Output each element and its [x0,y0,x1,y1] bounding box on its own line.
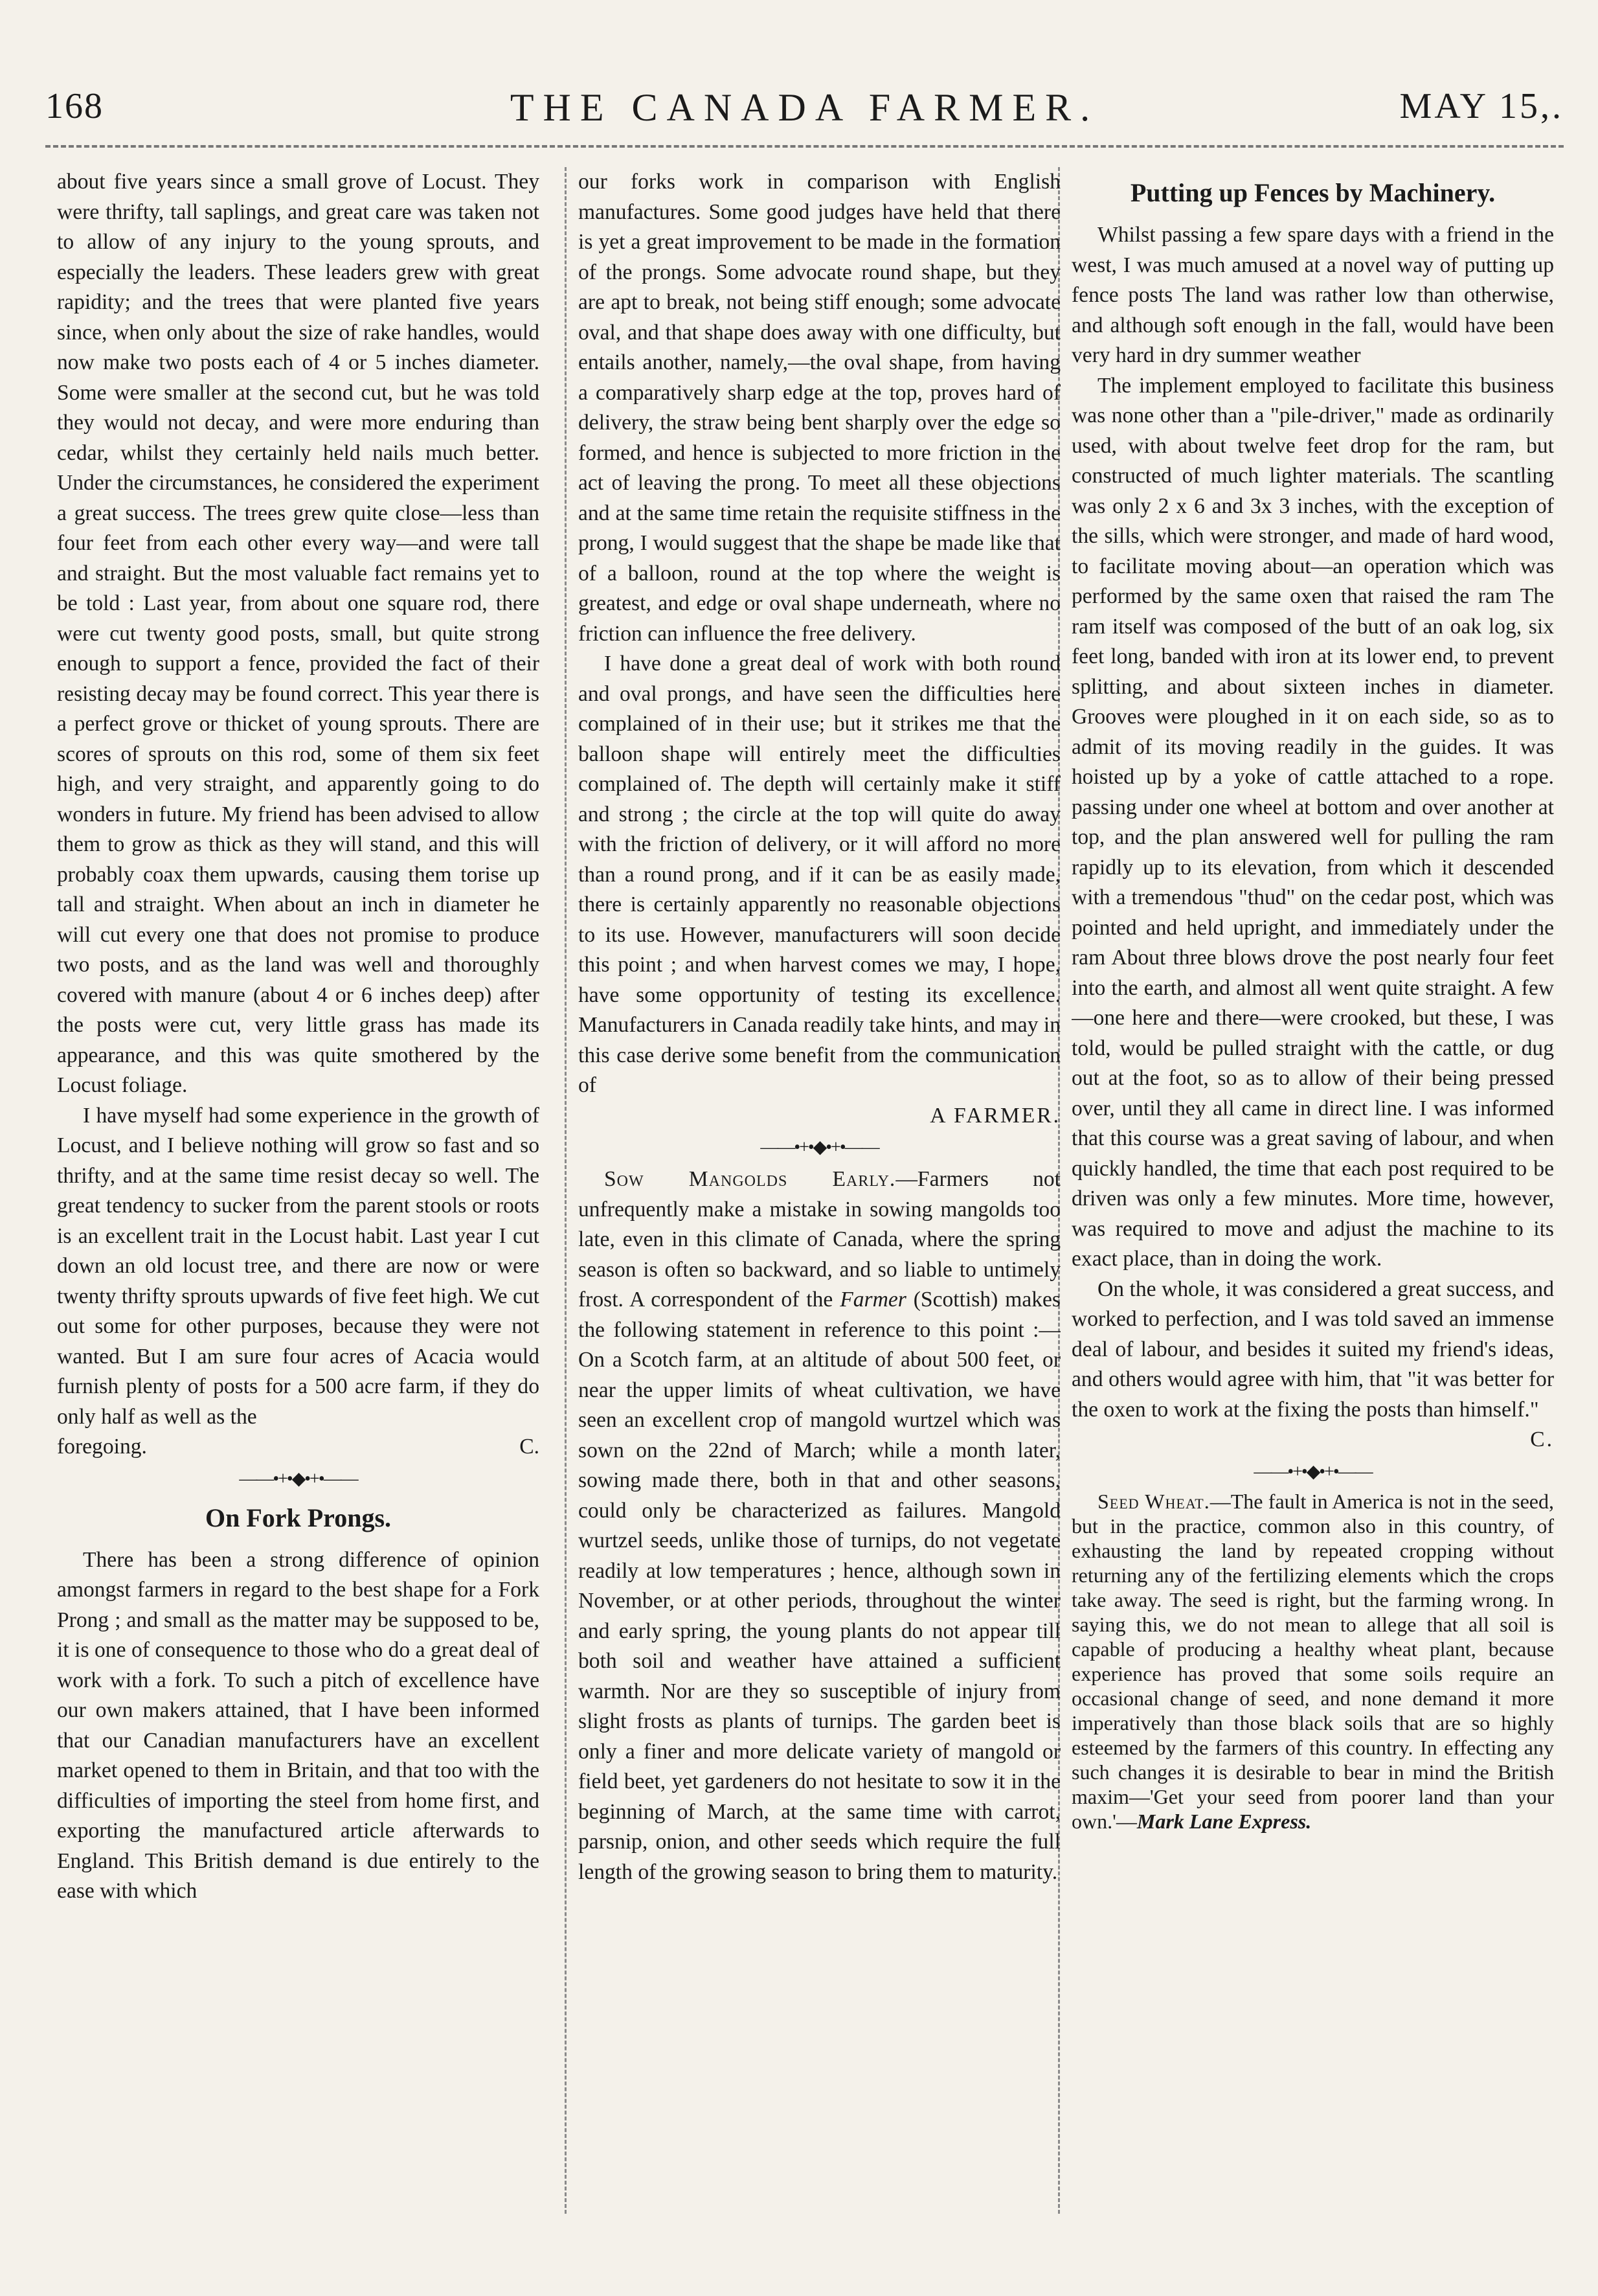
paragraph-text: (Scottish) makes the following statement in reference to this point :—On a Scotch farm, at an altitude of about 500 feet, or near the upper limits of wheat cultivation, we have seen an excellent crop of mangold wurtzel which was sown on the 22nd of March; while a month later, sowing made there, both in that and other seasons, could only be characterized as failures. Mangold wurtzel seeds, unlike those of turnips, do not vegetate readily at low temperatures ; hence, although sown in November, or at other periods, throughout the winter and early spring, the young plants do not appear till both soil and weather have attained a sufficient warmth. Nor are they so susceptible of injury from slight frosts as plants of turnips. The garden beet is only a finer and more delicate variety of mangold or field beet, yet gardeners do not hesitate to sow it in the beginning of March, at the same time with carrot, parsnip, onion, and other seeds which require the full length of the growing season to bring them to maturity. [578,1288,1061,1884]
header-rule [45,145,1564,148]
source-citation: Mark Lane Express. [1136,1809,1312,1833]
mangolds-paragraph [578,1165,1061,1887]
fork-paragraph-3: I have done a great deal of work with both round and oval prongs, and have seen the difficulties here complained of in their use; but it strikes me that the balloon shape will entirely meet the difficulties complained of. The depth will certainly make it stiff and strong ; the circle at the top will quite do away with the friction of delivery, or it will afford no more than a round prong, and if it can be as easily made, there is certainly apparently no reasonable objections to its use. However, manufacturers will soon decide this point ; and when harvest comes we may, I hope, have some opportunity of testing its excellence. Manufacturers in Canada readily take hints, and may in this case derive some benefit from the communication of [578,652,1061,1097]
lead-heading: Sow Mangolds Early. [604,1167,896,1191]
column-3 [1072,167,1554,2214]
publication-name: Farmer [840,1288,906,1312]
article-heading: On Fork Prongs. [205,1503,392,1532]
seed-wheat-paragraph [1072,1489,1554,1834]
fences-paragraph-2: The implement employed to facilitate this business was none other than a "pile-driver," made as ordinarily used, with about twelve feet drop for the ram, but constructed of much lighter materials. The scantling was only 2 x 6 and 3x 3 inches, with the exception of the sills, which were stronger, and made of hard wood, to facilitate moving about—an operation which was performed by the same oxen that raised the ram The ram itself was composed of the butt of an oak log, six feet long, banded with iron at its lower end, to prevent splitting, and about sixteen inches in diameter. Grooves were ploughed in it on each side, so as to admit of its moving readily in the guides. It was hoisted up by a yoke of cattle attached to a rope. passing under one wheel at bottom and over another at top, and the plan answered well for pulling the ram rapidly up to its elevation, from which it descended with a tremendous "thud" on the cedar post, which was pointed and held upright, and immediately under the ram About three blows drove the post nearly four feet into the earth, and almost all went quite straight. A few—one here and there—were crooked, but these, I was told, would be pulled straight with the cattle, or dug out at the foot, so as to allow of their being pressed over, until they all came in direct line. I was informed that this course was a great saving of labour, and when quickly handled, the time that each post required to be driven was only a few minutes. More time, however, was required to move and adjust the machine to its exact place, than in doing the work. [1072,373,1554,1271]
fork-paragraph-1: There has been a strong difference of opinion amongst farmers in regard to the best shape for a Fork Prong ; and small as the matter may be supposed to be, it is one of consequence to those who do a great deal of work with a fork. To such a pitch of excellence have our own makers attained, that I have been informed that our Canadian manufacturers have an excellent market opened to them in Britain, and that too with the difficulties of importing the steel from home first, and exporting the manufactured article afterwards to England. This British demand is due entirely to the ease with which [57,1547,539,1903]
paragraph-text: —Farmers not unfrequently make a mistake in sowing mangolds too late, even in this climate of Canada, where the spring season is often so backward, and so liable to untimely frost. A correspondent of the [578,1167,1061,1312]
column-2 [578,167,1061,2214]
column-1 [57,167,539,2214]
article-heading: Putting up Fences by Machinery. [1130,178,1496,207]
paragraph-end: foregoing. [57,1435,147,1459]
fences-paragraph-1: Whilst passing a few spare days with a friend in the west, I was much amused at a novel way of putting up fence posts The land was rather low than otherwise, and although soft enough in the fall, would have been very hard in dry summer weather [1072,223,1554,367]
fences-paragraph-3: On the whole, it was considered a great success, and worked to perfection, and I was told saved an immense deal of labour, and besides it suited my friend's ideas, and others would agree with him, that "it was better for the oxen to work at the fixing the posts than himself." [1072,1277,1554,1422]
paragraph-text: —The fault in America is not in the seed, but in the practice, common also in this country, of exhausting the land by repeated cropping without returning any of the fertilizing elements which the crops take away. The seed is right, but the farming wrong. In saying this, we do not mean to allege that all soil is capable of producing a healthy wheat plant, because experience has proved that some soils require an occasional change of seed, and none demand it more imperatively than those black soils that are so highly esteemed by the farmers of this country. In effecting any such changes it is desirable to bear in mind the British maxim—'Get your seed from poorer land than your own.'— [1072,1489,1554,1833]
signature: C. [519,1435,539,1459]
issue-date: MAY 15,. [1399,86,1564,126]
signature-row [57,1432,539,1462]
newspaper-title: THE CANADA FARMER. [510,86,1099,129]
masthead [45,85,1564,137]
section-divider: ——•+•◆•+•—— [1254,1461,1372,1482]
locust-paragraph-1: about five years since a small grove of Locust. They were thrifty, tall saplings, and great care was taken not to allow of any injury to the young sprouts, and especially the leaders. These leaders grew with great rapidity; and the trees that were planted five years since, when only about the size of rake handles, would now make two posts each of 4 or 5 inches diameter. Some were smaller at the second cut, but he was told they would not decay, and were more enduring than cedar, whilst they certainly held nails much better. Under the circumstances, he considered the experiment a great success. The trees grew quite close—less than four feet from each other every way—and were tall and straight. But the most valuable fact remains yet to be told : Last year, from about one square rod, there were cut twenty good posts, small, but quite strong enough to support a fence, provided the fact of their resisting decay may be found correct. This year there is a perfect grove or thicket of young sprouts. There are scores of sprouts on this rod, some of them six feet high, and very straight, and apparently going to do wonders in future. My friend has been advised to allow them to grow as thick as they will stand, and this will probably coax them upwards, causing them torise up tall and straight. When about an inch in diameter he will cut every one that does not promise to produce two posts, and as the land was well and thoroughly covered with manure (about 4 or 6 inches deep) after the posts were cut, very little grass has made its appearance, and this was quite smothered by the Locust foliage. [57,170,539,1097]
signature: C. [1530,1427,1554,1451]
section-divider: ——•+•◆•+•—— [760,1137,879,1157]
locust-paragraph-2: I have myself had some experience in the growth of Locust, and I believe nothing will grow so fast and so thrifty, and at the same time resist decay so well. The great tendency to sucker from the parent stools or roots is an excellent trait in the Locust habit. Last year I cut down an old locust tree, and there are now or were twenty thrifty sprouts upwards of five feet high. We cut out some for other purposes, because they were not wanted. But I am sure four acres of Acacia would furnish plenty of posts for a 500 acre farm, if they do only half as well as the [57,1103,539,1429]
section-divider: ——•+•◆•+•—— [239,1468,357,1489]
page-number: 168 [45,86,104,126]
lead-heading: Seed Wheat. [1097,1489,1210,1513]
column-separator [565,167,567,2214]
signature: A FARMER. [930,1103,1061,1128]
fork-paragraph-2: our forks work in comparison with English manufactures. Some good judges have held that there is yet a great improvement to be made in the formation of the prongs. Some advocate round shape, but they are apt to break, not being stiff enough; some advocate oval, and that shape does away with one difficulty, but entails another, namely,—the oval shape, from having a comparatively sharp edge at the top, proves hard of delivery, the straw being bent sharply over the edge so formed, and hence is subjected to more friction in the act of leaving the prong. To meet all these objections and at the same time retain the requisite stiffness in the prong, I would suggest that the shape be made like that of a balloon, round at the top where the weight is greatest, and edge or oval shape underneath, where no friction can influence the free delivery. [578,170,1061,646]
